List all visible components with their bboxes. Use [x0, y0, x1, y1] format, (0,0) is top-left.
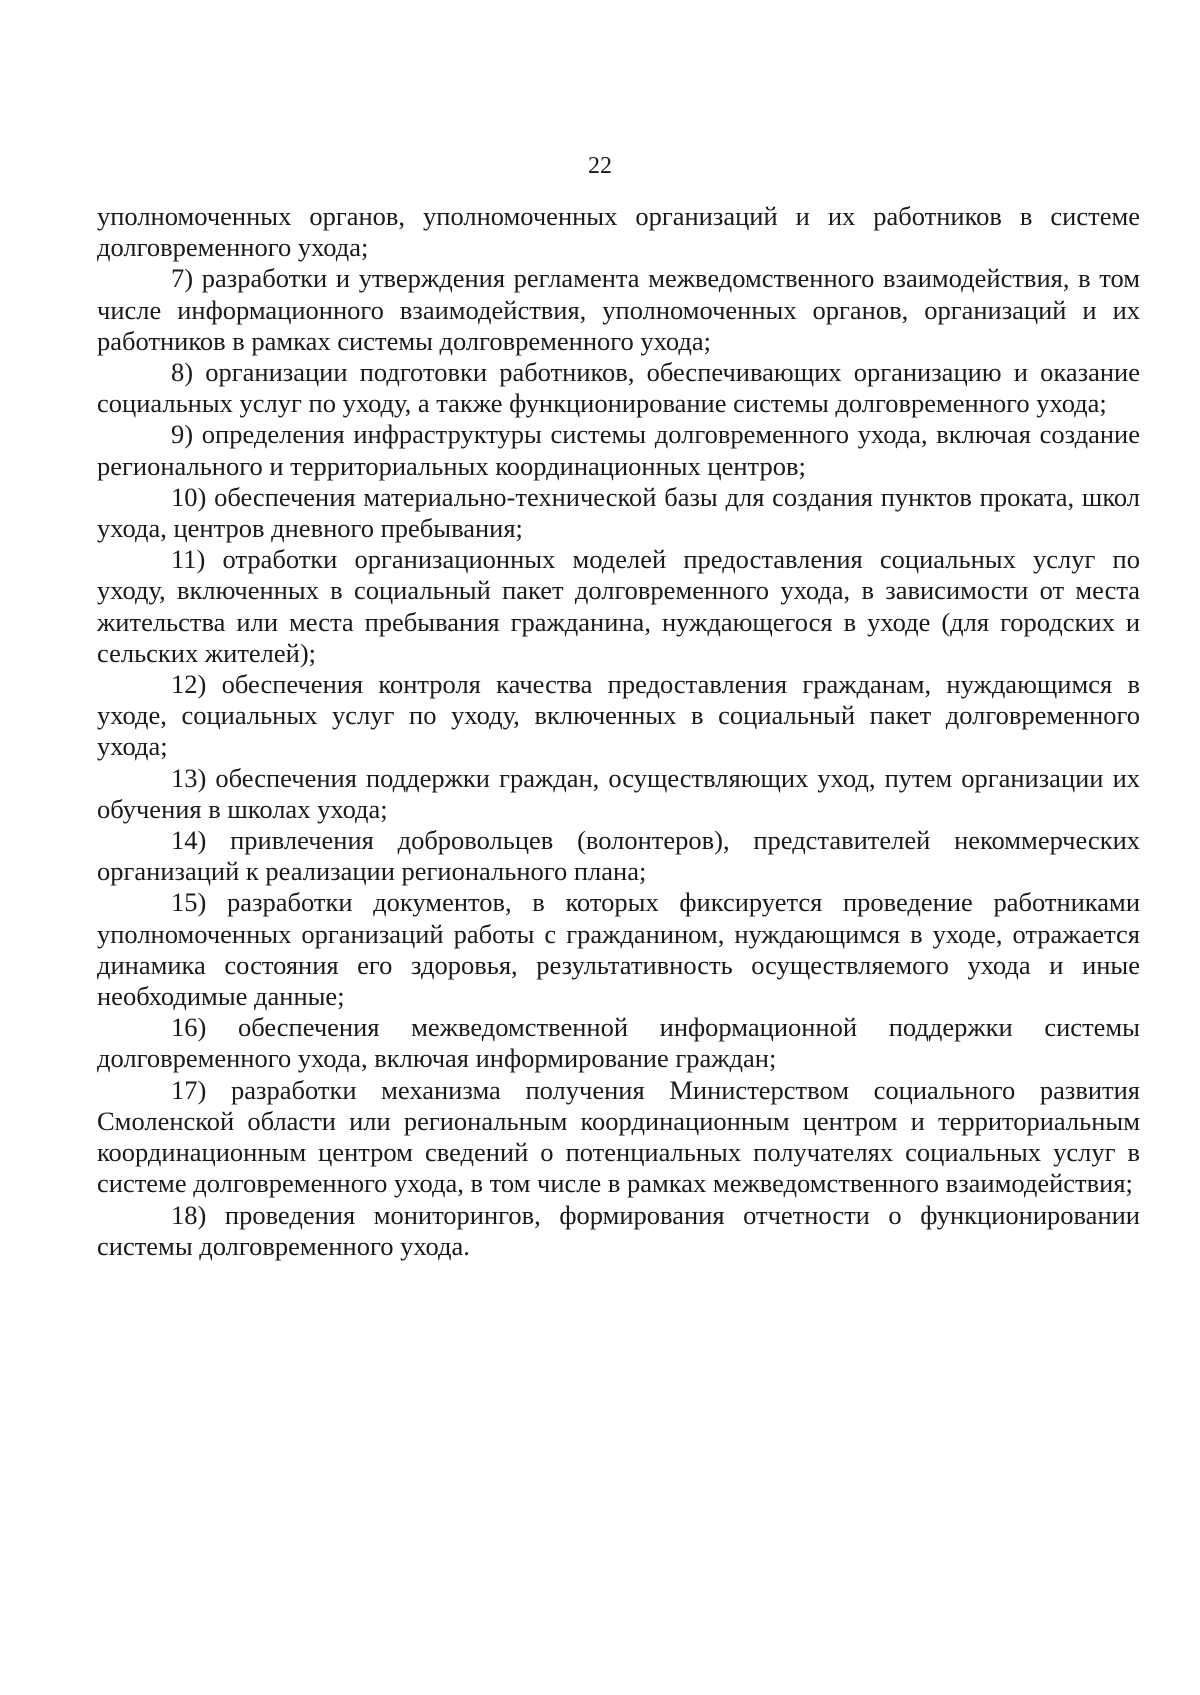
list-item-12: 12) обеспечения контроля качества предоставления гражданам, нуждающимся в уходе, социальных услуг по уходу, включенных в социальный пакет долговременного ухода;	[97, 669, 1140, 762]
list-item-11: 11) отработки организационных моделей предоставления социальных услуг по уходу, включенных в социальный пакет долговременного ухода, в зависимости от места жительства или места пребывания гражданина, нуждающегося в уходе (для городских и сельских жителей);	[97, 544, 1140, 668]
paragraph-continuation: уполномоченных органов, уполномоченных организаций и их работников в системе долговременного ухода;	[97, 201, 1140, 263]
list-item-8: 8) организации подготовки работников, обеспечивающих организацию и оказание социальных услуг по уходу, а также функционирование системы долговременного ухода;	[97, 357, 1140, 419]
list-item-15: 15) разработки документов, в которых фиксируется проведение работниками уполномоченных организаций работы с гражданином, нуждающимся в уходе, отражается динамика состояния его здоровья, результативность осуществляемого ухода и иные необходимые данные;	[97, 887, 1140, 1012]
document-body	[97, 201, 1140, 1262]
list-item-18: 18) проведения мониторингов, формирования отчетности о функционировании системы долговременного ухода.	[97, 1199, 1140, 1261]
list-item-13: 13) обеспечения поддержки граждан, осуществляющих уход, путем организации их обучения в школах ухода;	[97, 762, 1140, 824]
list-item-7: 7) разработки и утверждения регламента межведомственного взаимодействия, в том числе информационного взаимодействия, уполномоченных органов, организаций и их работников в рамках системы долговременного ухода;	[97, 263, 1140, 356]
list-item-16: 16) обеспечения межведомственной информационной поддержки системы долговременного ухода, включая информирование граждан;	[97, 1012, 1140, 1074]
list-item-14: 14) привлечения добровольцев (волонтеров), представителей некоммерческих организаций к реализации регионального плана;	[97, 825, 1140, 887]
list-item-10: 10) обеспечения материально-технической базы для создания пунктов проката, школ ухода, центров дневного пребывания;	[97, 481, 1140, 544]
list-item-9: 9) определения инфраструктуры системы долговременного ухода, включая создание регионального и территориальных координационных центров;	[97, 419, 1140, 481]
page-number: 22	[588, 153, 612, 179]
list-item-17: 17) разработки механизма получения Министерством социального развития Смоленской области или региональным координационным центром и территориальным координационным центром сведений о потенциальных получателях социальных услуг в системе долговременного ухода, в том числе в рамках межведомственного взаимодействия;	[97, 1074, 1140, 1199]
